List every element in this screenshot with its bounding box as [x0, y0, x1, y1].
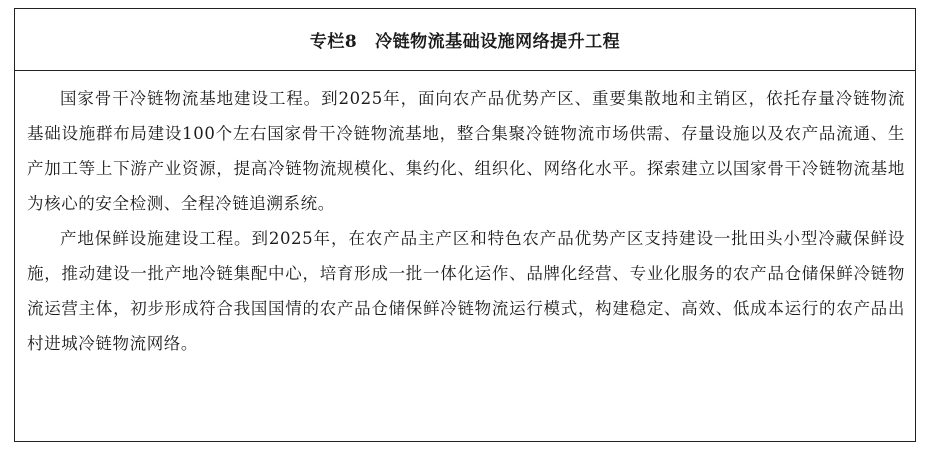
box-title: 冷链物流基础设施网络提升工程	[375, 32, 621, 52]
feature-box	[14, 8, 916, 442]
paragraph-text: 到2025年，面向农产品优势产区、重要集散地和主销区，依托存量冷链物流基础设施群布局建设100个左右国家骨干冷链物流基地，整合集聚冷链物流市场供需、存量设施以及农产品流通、生产加工等上下游产业资源，提高冷链物流规模化、集约化、组织化、网络化水平。探索建立以国家骨干冷链物流基地为核心的安全检测、全程冷链追溯系统。	[27, 89, 906, 213]
paragraph-lead: 产地保鲜设施建设工程。	[60, 229, 252, 248]
paragraph-text: 到2025年，在农产品主产区和特色农产品优势产区支持建设一批田头小型冷藏保鲜设施，推动建设一批产地冷链集配中心，培育形成一批一体化运作、品牌化经营、专业化服务的农产品仓储保鲜冷链物流运营主体，初步形成符合我国国情的农产品仓储保鲜冷链物流运行模式，构建稳定、高效、低成本运行的农产品出村进城冷链物流网络。	[27, 229, 905, 353]
paragraph-origin-preservation	[27, 221, 905, 361]
box-body	[15, 71, 915, 361]
paragraph-backbone-base	[27, 81, 905, 221]
box-title-number: 专栏8	[309, 32, 358, 52]
box-header	[15, 9, 915, 71]
paragraph-lead: 国家骨干冷链物流基地建设工程。	[60, 89, 322, 108]
